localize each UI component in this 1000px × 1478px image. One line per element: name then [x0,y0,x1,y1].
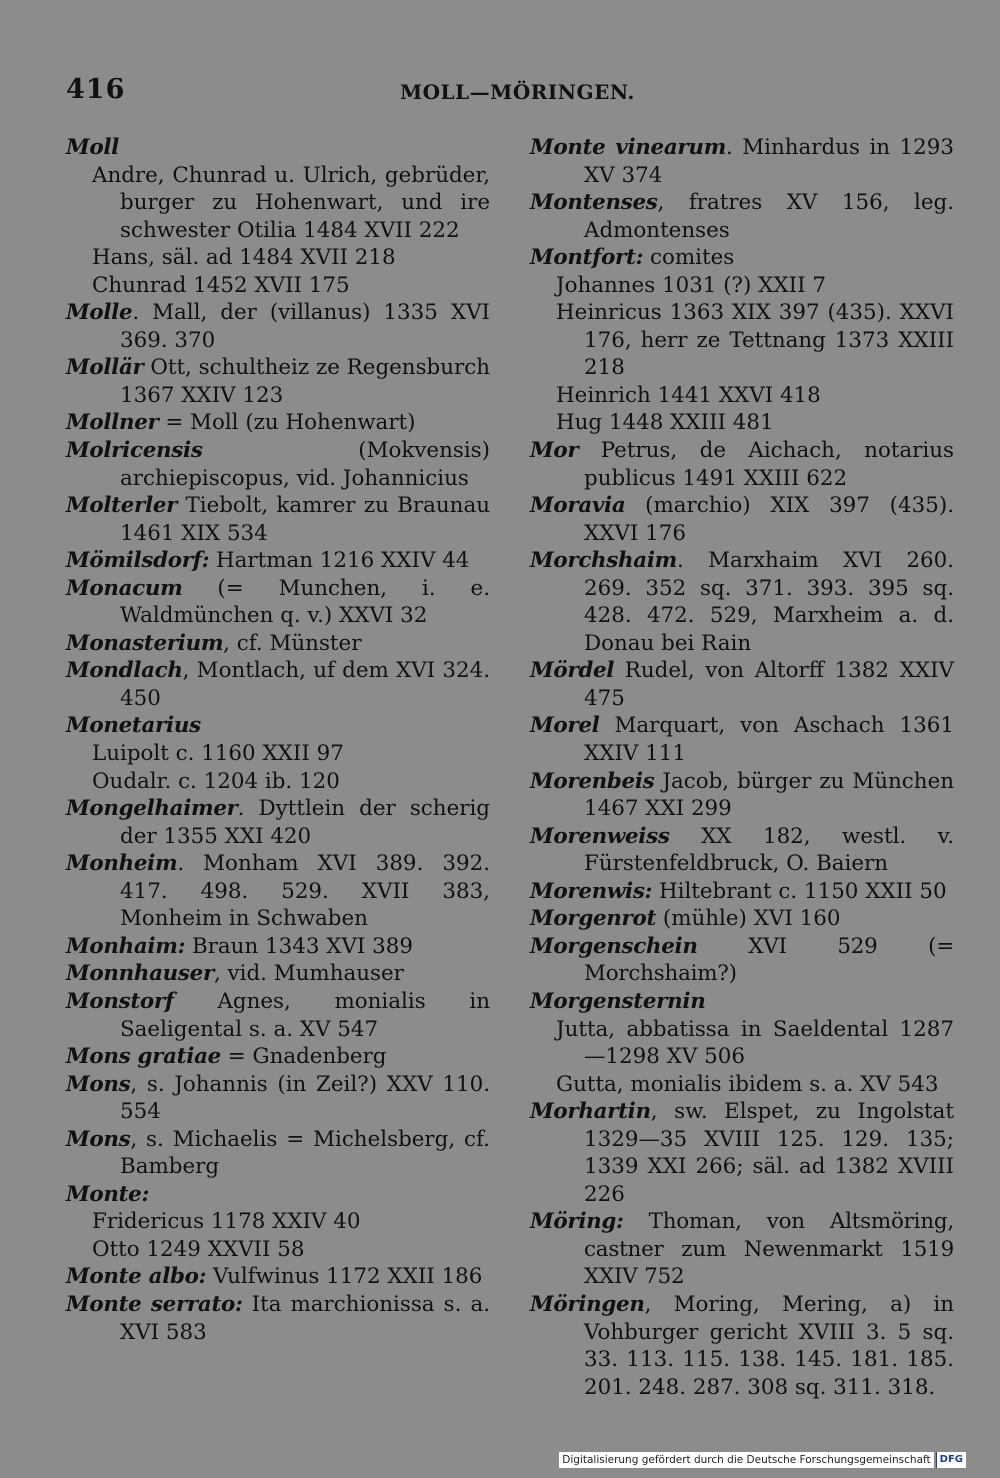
index-subentry: Andre, Chunrad u. Ulrich, gebrüder, burger zu Hohenwart, und ire schwester Otilia 1484 XVII 222 [92,162,490,243]
entry-text: Hartman 1216 XXIV 44 [209,548,470,574]
entry-text: Rudel, von Altorff 1382 XXIV 475 [584,658,954,711]
left-column [66,134,490,1346]
index-subentry: Johannes 1031 (?) XXII 7 [556,272,826,298]
entry-text: , Moring, Mering, a) in Vohburger gericht XVIII 3. 5 sq. 33. 113. 115. 138. 145. 181. 185. 201. 248. 287. 308 sq. 311. 318. [584,1291,954,1400]
index-entry [66,960,490,988]
index-entry [66,299,490,354]
headword: Monhaim: [66,933,186,959]
digitization-credit [559,1452,966,1468]
headword: Morhartin [530,1099,651,1125]
headword: Mons [66,1071,131,1097]
index-entry [66,850,490,933]
headword: Monte serrato: [66,1291,243,1317]
entry-text: , s. Michaelis = Michelsberg, cf. Bamberg [120,1126,490,1180]
headword: Monacum [66,575,183,601]
index-entry [530,905,954,933]
headword: Morgenrot [530,906,657,932]
headword: Mons gratiae [66,1044,221,1070]
index-entry [66,1291,490,1346]
index-subentry: Otto 1249 XXVII 58 [92,1236,305,1262]
headword: Mor [530,438,579,464]
entry-text: (marchio) XIX 397 (435). XXVI 176 [584,493,954,546]
headword: Morenbeis [530,768,655,794]
entry-text: Petrus, de Aichach, notarius publicus 1491 XXIII 622 [578,438,954,491]
entry-text: . Monham XVI 389. 392. 417. 498. 529. XVII 383, Monheim in Schwaben [120,851,490,932]
index-entry [530,437,954,492]
headword: Monte albo: [66,1264,207,1290]
entry-text: . Dyttlein der scherig der 1355 XXI 420 [120,796,490,849]
entry-text: Ita marchionissa s. a. XVI 583 [120,1291,490,1345]
headword: Mollär [66,355,144,381]
entry-text: , s. Johannis (in Zeil?) XXV 110. 554 [120,1071,490,1125]
entry-text: , Montlach, uf dem XVI 324. 450 [120,658,490,711]
headword: Moravia [530,493,626,519]
index-entry [530,1098,954,1208]
index-entry [66,657,490,712]
entry-text: , vid. Mumhauser [213,961,404,987]
index-entry [66,547,490,575]
entry-text: = Gnadenberg [220,1044,387,1070]
headword: Moll [66,135,119,160]
headword: Möring: [530,1209,624,1235]
index-entry [530,492,954,547]
headword: Mördel [530,658,615,684]
headword: Mons [66,1126,131,1152]
headword: Mollner [66,410,159,436]
entry-text: (= Munchen, i. e. Waldmünchen q. v.) XXVI 32 [120,575,490,629]
headword: Montenses [530,190,658,216]
index-entry [66,795,490,850]
entry-text: , cf. Münster [223,630,362,656]
headword: Monnhauser [66,961,214,987]
headword: Monetarius [66,713,201,739]
entry-text: Vulfwinus 1172 XXII 186 [206,1264,483,1290]
index-entry [530,823,954,878]
index-entry [66,437,490,492]
entry-text: Ott, schultheiz ze Regensburch 1367 XXIV 123 [120,355,491,408]
index-subentry: Chunrad 1452 XVII 175 [92,272,350,298]
index-entry [66,933,490,961]
entry-text: Agnes, monialis in Saeligental s. a. XV 547 [120,988,490,1042]
index-entry [66,134,490,162]
headword: Monte: [66,1181,150,1207]
index-entry [530,878,954,906]
index-subentry: Heinrich 1441 XXVI 418 [556,382,821,408]
index-entry [66,712,490,740]
entry-text: comites [643,245,735,271]
index-entry [530,988,954,1016]
running-head: MOLL—MÖRINGEN. [400,80,635,104]
headword: Mongelhaimer [66,796,238,822]
headword: Monheim [66,851,178,877]
index-entry [66,492,490,547]
headword: Molricensis [66,438,203,464]
index-entry [530,1208,954,1291]
entry-text: . Minhardus in 1293 XV 374 [584,135,954,188]
entry-text: XX 182, westl. v. Fürstenfeldbruck, O. Baiern [584,823,954,877]
entry-text: (Mokvensis) archiepiscopus, vid. Johannicius [120,438,490,491]
headword: Monte vinearum [530,135,726,160]
entry-text: Hiltebrant c. 1150 XXII 50 [652,878,947,904]
index-entry [66,575,490,630]
headword: Morgensternin [530,988,706,1014]
headword: Molterler [66,493,178,519]
index-entry [530,1291,954,1401]
index-entry [66,988,490,1043]
page-number: 416 [66,74,126,105]
entry-text: . Mall, der (villanus) 1335 XVI 369. 370 [120,300,490,353]
headword: Monasterium [66,630,224,656]
headword: Molle [66,300,133,326]
headword: Morchshaim [530,548,678,574]
index-entry [66,409,490,437]
headword: Morel [530,713,600,739]
index-entry [66,354,490,409]
page-header [0,74,1000,114]
headword: Morgenschein [530,933,698,959]
index-subentry: Hug 1448 XXIII 481 [556,410,774,436]
headword: Mondlach [66,658,183,684]
index-entry [530,547,954,657]
index-entry [66,630,490,658]
index-subentry: Luipolt c. 1160 XXII 97 [92,741,344,767]
index-subentry: Fridericus 1178 XXIV 40 [92,1209,361,1235]
index-entry [530,244,954,272]
entry-text: Thoman, von Altsmöring, castner zum Newenmarkt 1519 XXIV 752 [584,1209,954,1290]
headword: Morenwis: [530,878,653,904]
entry-text: Marquart, von Aschach 1361 XXIV 111 [584,713,954,767]
index-entry [66,1043,490,1071]
index-subentry: Gutta, monialis ibidem s. a. XV 543 [556,1071,939,1097]
index-entry [66,1263,490,1291]
dfg-logo: DFG [936,1452,966,1468]
right-column [530,134,954,1401]
credit-text: Digitalisierung gefördert durch die Deutsche Forschungsgemeinschaft [559,1452,933,1468]
entry-text: , fratres XV 156, leg. Admontenses [584,190,954,243]
headword: Möringen [530,1291,645,1317]
index-entry [530,712,954,767]
headword: Mömilsdorf: [66,548,210,574]
entry-text: , sw. Elspet, zu Ingolstat 1329—35 XVIII 125. 129. 135; 1339 XXI 266; säl. ad 1382 XVIII 226 [584,1099,954,1207]
index-entry [66,1181,490,1209]
index-subentry: Oudalr. c. 1204 ib. 120 [92,768,340,794]
index-entry [530,657,954,712]
index-entry [530,768,954,823]
index-subentry: Hans, säl. ad 1484 XVII 218 [92,245,396,271]
index-entry [530,933,954,988]
headword: Montfort: [530,245,644,271]
index-entry [66,1126,490,1181]
entry-text: Braun 1343 XVI 389 [185,933,414,959]
index-entry [530,189,954,244]
index-subentry: Jutta, abbatissa in Saeldental 1287—1298 XV 506 [556,1016,954,1070]
index-subentry: Heinricus 1363 XIX 397 (435). XXVI 176, herr ze Tettnang 1373 XXIII 218 [556,300,954,381]
entry-text: (mühle) XVI 160 [656,906,841,932]
entry-text: = Moll (zu Hohenwart) [158,410,416,436]
headword: Morenweiss [530,823,670,849]
headword: Monstorf [66,988,174,1014]
index-entry [530,134,954,189]
entry-text: XVI 529 (= Morchshaim?) [584,933,954,987]
index-entry [66,1071,490,1126]
entry-text: Jacob, bürger zu München 1467 XXI 299 [584,768,954,822]
entry-text: Tiebolt, kamrer zu Braunau 1461 XIX 534 [120,493,490,546]
entry-text: . Marxhaim XVI 260. 269. 352 sq. 371. 393. 395 sq. 428. 472. 529, Marxheim a. d. Donau bei Rain [584,548,954,656]
